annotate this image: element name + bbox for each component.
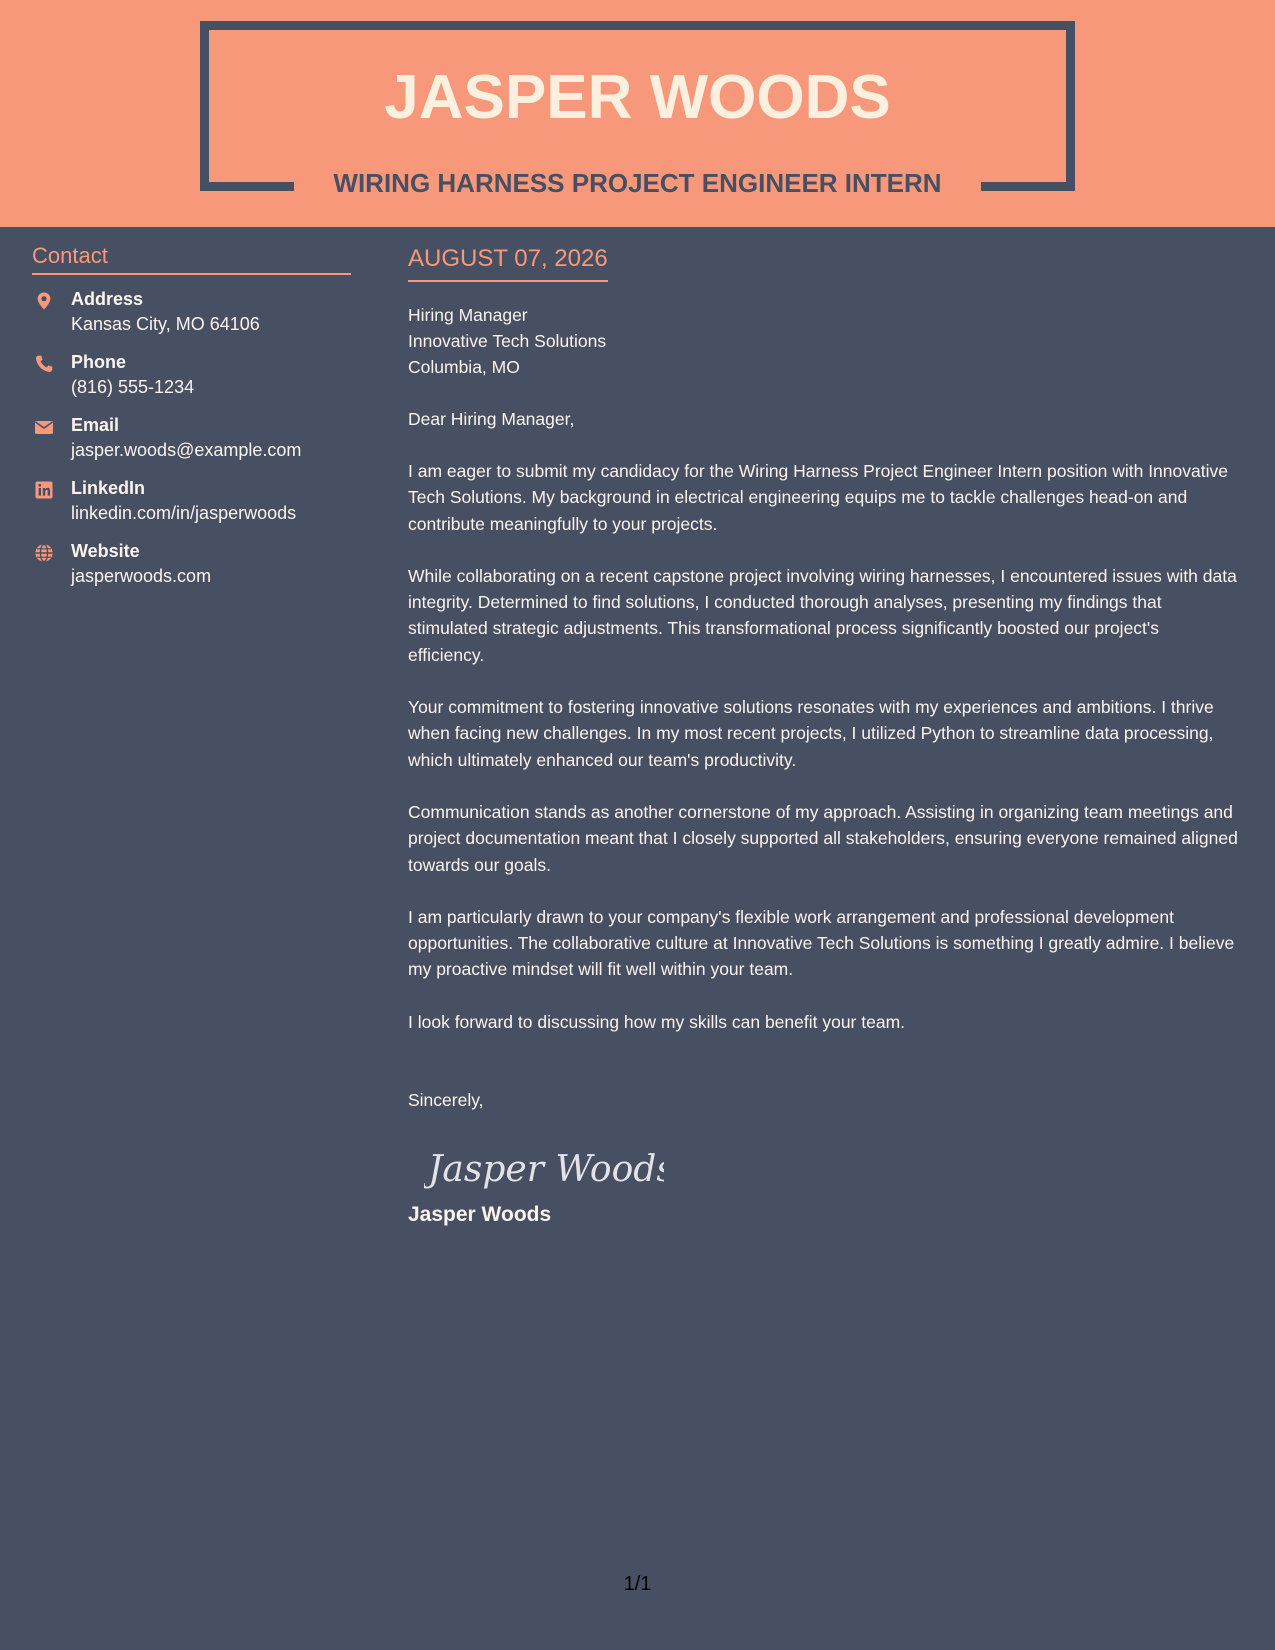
contact-item-linkedin [32, 476, 351, 539]
contact-sidebar [32, 243, 351, 602]
recipient-block [408, 302, 1238, 380]
phone-icon [34, 354, 54, 374]
letter-paragraph: I am eager to submit my candidacy for the Wiring Harness Project Engineer Intern position with Innovative Tech Solutions. My background in electrical engineering equips me to tackle challenges head-on and contribute meaningfully to your projects. [408, 461, 1228, 534]
letter-paragraph: While collaborating on a recent capstone project involving wiring harnesses, I encountered issues with data integrity. Determined to find solutions, I conducted thorough analyses, presenting my findings that stimulated strategic adjustments. This transformational process significantly boosted our project's efficiency. [408, 565, 1237, 665]
contact-label-linkedin: LinkedIn [71, 478, 146, 498]
contact-label-email: Email [71, 415, 120, 435]
map-pin-icon [34, 291, 54, 311]
frame-border-top [200, 21, 1075, 30]
recipient-line: Hiring Manager [408, 305, 528, 325]
recipient-line: Columbia, MO [408, 357, 520, 377]
contact-value-address: Kansas City, MO 64106 [71, 314, 260, 334]
envelope-icon [34, 417, 54, 437]
letter-paragraph: I am particularly drawn to your company's flexible work arrangement and professional development opportunities. The collaborative culture at Innovative Tech Solutions is something I greatly admire. I believe my proactive mindset will fit well within your team. [408, 906, 1235, 980]
contact-item-phone [32, 350, 351, 413]
contact-value-email[interactable]: jasper.woods@example.com [71, 440, 302, 460]
contact-label-website: Website [71, 541, 140, 561]
contact-item-address [32, 287, 351, 350]
applicant-name: JASPER WOODS [384, 63, 891, 132]
linkedin-icon [34, 480, 54, 500]
signature-text: Jasper Woods [428, 1149, 664, 1191]
letter-paragraph: Communication stands as another cornerstone of my approach. Assisting in organizing team meetings and project documentation meant that I closely supported all stakeholders, ensuring everyone remained aligned towards our goals. [408, 801, 1238, 875]
recipient-line: Innovative Tech Solutions [408, 331, 607, 351]
page-number: 1/1 [623, 1573, 652, 1595]
handwritten-signature [424, 1133, 1238, 1201]
contact-label-phone: Phone [71, 352, 127, 372]
signer-name: Jasper Woods [408, 1203, 552, 1227]
closing: Sincerely, [408, 1090, 484, 1111]
contact-value-phone: (816) 555-1234 [71, 377, 195, 397]
header-banner [0, 0, 1275, 227]
job-title: WIRING HARNESS PROJECT ENGINEER INTERN [333, 168, 942, 198]
contact-value-linkedin[interactable]: linkedin.com/in/jasperwoods [71, 503, 297, 523]
globe-icon [34, 543, 54, 563]
greeting: Dear Hiring Manager, [408, 409, 575, 429]
contact-list [32, 287, 351, 602]
letter-body [408, 244, 1238, 1229]
contact-value-website[interactable]: jasperwoods.com [71, 566, 212, 586]
letter-paragraph: Your commitment to fostering innovative solutions resonates with my experiences and ambitions. I thrive when facing new challenges. In my most recent projects, I utilized Python to streamline data processing, which ultimately enhanced our team's productivity. [408, 697, 1214, 770]
contact-label-address: Address [71, 289, 144, 309]
letter-paragraph: I look forward to discussing how my skills can benefit your team. [408, 1011, 906, 1032]
contact-item-website [32, 539, 351, 602]
letter-date: AUGUST 07, 2026 [408, 244, 608, 282]
contact-heading: Contact [32, 243, 351, 275]
contact-item-email [32, 413, 351, 476]
